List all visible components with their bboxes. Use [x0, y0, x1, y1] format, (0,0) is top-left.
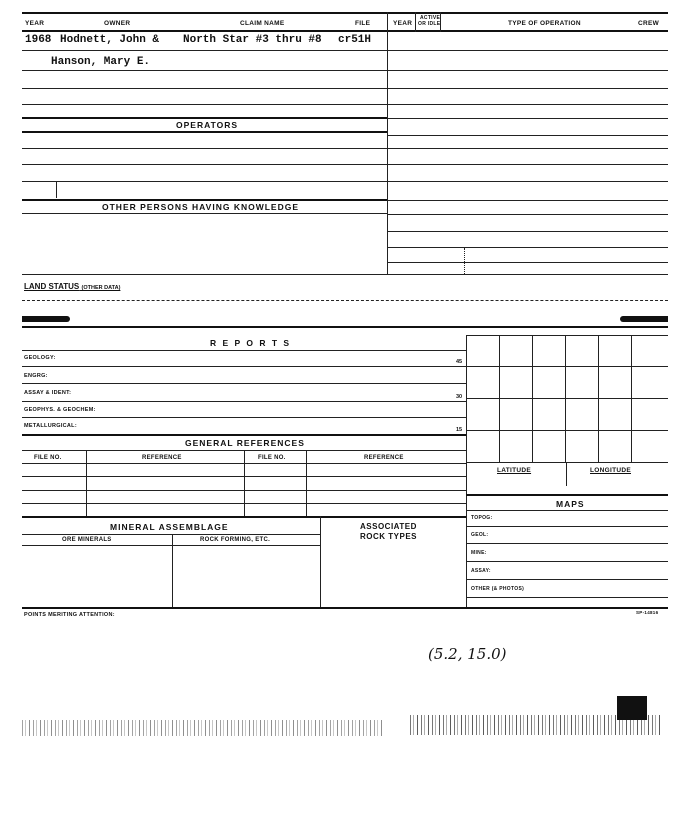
right-panel-divider [466, 335, 467, 607]
type-of-operation-header: TYPE OF OPERATION [508, 20, 581, 27]
row-line [22, 417, 466, 418]
row-line [22, 50, 668, 51]
entry-owner-line2: Hanson, Mary E. [51, 56, 151, 68]
row-line [388, 214, 668, 215]
land-status-line [22, 300, 668, 301]
mid-separator [22, 326, 668, 328]
reference-header-2: REFERENCE [364, 455, 404, 461]
assay-map-label: ASSAY: [471, 568, 491, 574]
file-header: FILE [355, 20, 371, 27]
ref-col-divider [86, 450, 87, 516]
active-header: ACTIVE [420, 15, 441, 21]
form-bottom-rule [22, 607, 668, 609]
row-line [388, 231, 668, 232]
maps-heading: MAPS [556, 499, 585, 509]
row-line [388, 200, 668, 201]
active-column-right [440, 12, 441, 32]
general-references-heading: GENERAL REFERENCES [185, 438, 305, 448]
maps-rule [466, 510, 668, 511]
grid-bottom [466, 462, 668, 463]
row-line [388, 118, 668, 119]
header-underline [22, 30, 668, 32]
ref-col-divider [244, 450, 245, 516]
geophys-label: GEOPHYS. & GEOCHEM: [24, 407, 96, 413]
main-column-divider [387, 12, 388, 274]
grid-top [466, 335, 668, 336]
row-line [22, 148, 668, 149]
file-no-header-2: FILE NO. [258, 455, 286, 461]
lat-long-divider [566, 462, 567, 486]
row-line [388, 247, 668, 248]
mineral-header-rule [22, 545, 320, 546]
year2-header: YEAR [393, 20, 413, 27]
active-column-left [415, 12, 416, 32]
top-border [22, 12, 668, 14]
engrg-label: ENGRG: [24, 373, 48, 379]
form-number: SP-14816 [636, 610, 659, 615]
year-header: YEAR [25, 20, 45, 27]
rock-types-heading: ROCK TYPES [360, 532, 418, 541]
lower-dotted-divider [464, 248, 465, 274]
topog-label: TOPOG: [471, 515, 493, 521]
reports-bottom-rule [22, 434, 466, 436]
reports-rule [22, 350, 466, 351]
number-45: 45 [456, 359, 463, 365]
crew-header: CREW [638, 20, 660, 27]
geol-label: GEOL: [471, 532, 489, 538]
claim-name-header: CLAIM NAME [240, 20, 285, 27]
entry-file: cr51H [338, 34, 372, 46]
scan-noise-left [22, 720, 382, 736]
row-line [466, 526, 668, 527]
row-line [22, 88, 668, 89]
associated-heading: ASSOCIATED [360, 522, 417, 531]
grid-row [466, 398, 668, 399]
operators-top-rule [22, 117, 387, 119]
number-15: 15 [456, 427, 463, 433]
row-line [466, 597, 668, 598]
row-line [22, 70, 668, 71]
other-persons-bottom-rule [22, 213, 387, 214]
row-line [466, 543, 668, 544]
reports-heading: R E P O R T S [210, 338, 292, 348]
owner-header: OWNER [104, 20, 131, 27]
longitude-label: LONGITUDE [590, 467, 631, 474]
scan-block [617, 696, 647, 720]
operators-bottom-rule [22, 131, 387, 133]
number-30: 30 [456, 394, 463, 400]
mineral-rule [22, 534, 320, 535]
entry-owner-line1: Hodnett, John & [60, 34, 160, 46]
land-status-heading: LAND STATUS (OTHER DATA) [24, 282, 121, 291]
other-photos-label: OTHER (& PHOTOS) [471, 586, 525, 592]
row-line [22, 104, 668, 105]
operators-heading: OPERATORS [176, 120, 239, 130]
rock-forming-header: ROCK FORMING, ETC. [200, 537, 271, 543]
mineral-assemblage-heading: MINERAL ASSEMBLAGE [110, 522, 229, 532]
ref-col-divider [306, 450, 307, 516]
file-no-header-1: FILE NO. [34, 455, 62, 461]
punch-mark-right [620, 316, 668, 322]
other-persons-heading: OTHER PERSONS HAVING KNOWLEDGE [102, 202, 300, 212]
handwritten-coordinates: (5.2, 15.0) [428, 645, 507, 663]
mineral-col-divider [172, 534, 173, 607]
or-idle-header: OR IDLE [418, 21, 441, 27]
row-line [466, 579, 668, 580]
entry-year: 1968 [25, 34, 52, 46]
row-line [466, 561, 668, 562]
metallurgical-label: METALLURGICAL: [24, 423, 77, 429]
row-line [22, 366, 466, 367]
punch-mark-left [22, 316, 70, 322]
rock-types-divider [320, 516, 321, 607]
assay-ident-label: ASSAY & IDENT: [24, 390, 72, 396]
points-meriting-attention-label: POINTS MERITING ATTENTION: [24, 612, 115, 618]
maps-top-rule [466, 494, 668, 496]
row-line [388, 262, 668, 263]
latitude-label: LATITUDE [497, 467, 532, 474]
row-tick [56, 181, 57, 198]
ore-minerals-header: ORE MINERALS [62, 537, 112, 543]
mine-label: MINE: [471, 550, 487, 556]
row-line [22, 181, 668, 182]
row-line [388, 135, 668, 136]
references-bottom-rule [22, 516, 466, 518]
row-line [22, 401, 466, 402]
row-line [22, 164, 668, 165]
geology-label: GEOLOGY: [24, 355, 56, 361]
top-table-bottom-rule [22, 274, 668, 275]
grid-row [466, 366, 668, 367]
entry-claim-name: North Star #3 thru #8 [183, 34, 322, 46]
other-persons-top-rule [22, 199, 387, 201]
row-line [22, 383, 466, 384]
grid-row [466, 430, 668, 431]
reference-header-1: REFERENCE [142, 455, 182, 461]
